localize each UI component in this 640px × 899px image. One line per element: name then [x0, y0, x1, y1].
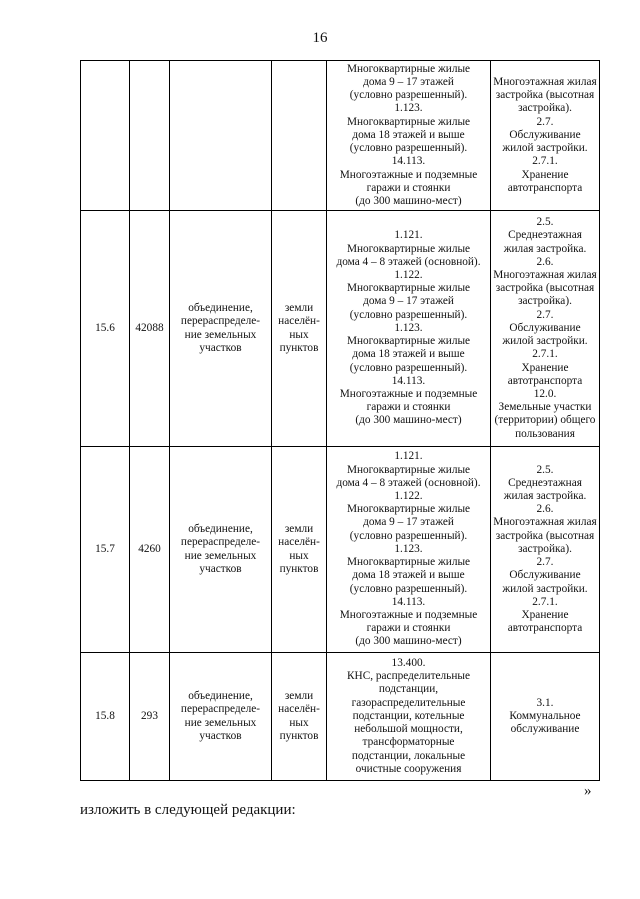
cell-line: Многоквартирные жилые — [346, 503, 471, 516]
permitted-use-cell — [327, 211, 491, 447]
plot-area-cell: 4260 — [130, 447, 170, 653]
cell-line: ние земельных — [184, 716, 257, 729]
cell-line: (условно разрешенный). — [349, 582, 468, 595]
cell-line: пунктов — [279, 562, 319, 575]
cell-line: Многоквартирные жилые — [346, 242, 471, 255]
plot-area-cell: 42088 — [130, 211, 170, 447]
cell-line: дома 18 этажей и выше — [352, 128, 465, 141]
cell-line: Многоквартирные жилые — [346, 62, 471, 75]
cell-line: Многоквартирные жилые — [346, 463, 471, 476]
amendment-text: изложить в следующей редакции: — [80, 802, 296, 818]
cell-line: перераспределе- — [180, 315, 261, 328]
cell-line: 1.122. — [394, 490, 423, 503]
plot-area-cell — [130, 61, 170, 211]
cell-line: ных — [289, 328, 309, 341]
cell-line: подстанции, котельные — [352, 709, 465, 722]
cell-line: 2.5. — [536, 216, 554, 229]
land-category-cell — [272, 211, 327, 447]
cell-line: подстанции, локальные — [351, 749, 466, 762]
cell-line: гаражи и стоянки — [366, 622, 451, 635]
plot-number-cell: 15.7 — [81, 447, 130, 653]
table-row — [81, 447, 600, 653]
cell-line: дома 18 этажей и выше — [352, 569, 465, 582]
cell-line: КНС, распределительные — [347, 670, 470, 683]
cell-line: 3.1. — [536, 696, 554, 709]
cell-line: 2.7. — [536, 556, 554, 569]
permitted-use-cell — [327, 61, 491, 211]
cell-line: (условно разрешенный). — [349, 308, 468, 321]
cell-line: участков — [199, 729, 242, 742]
cell-line: Хранение — [521, 608, 569, 621]
cell-line: объединение, — [188, 302, 253, 315]
cell-line: автотранспорта — [507, 374, 583, 387]
cell-line: 1.123. — [394, 102, 423, 115]
cell-line: участков — [199, 562, 242, 575]
cell-line: ние земельных — [184, 328, 257, 341]
cell-line: перераспределе- — [180, 536, 261, 549]
cell-line: земли — [284, 523, 314, 536]
cell-line: Обслуживание — [509, 569, 581, 582]
page-number: 16 — [312, 30, 328, 46]
land-category-cell — [272, 653, 327, 781]
cell-line: Многоквартирные жилые — [346, 282, 471, 295]
cell-line: Обслуживание — [509, 321, 581, 334]
table-row — [81, 61, 600, 211]
cell-line: застройка (высотная — [495, 89, 595, 102]
cell-line: (условно разрешенный). — [349, 89, 468, 102]
plot-number-cell — [81, 61, 130, 211]
cell-line: 12.0. — [533, 387, 557, 400]
cell-line: Хранение — [521, 168, 569, 181]
cell-line: 2.7.1. — [532, 595, 558, 608]
land-category-cell — [272, 447, 327, 653]
cell-line: жилой застройки. — [502, 335, 588, 348]
cell-line: Многоэтажная жилая — [493, 516, 597, 529]
formation-method-cell — [170, 653, 272, 781]
cell-line: (до 300 машино-мест) — [355, 194, 462, 207]
plot-number-cell: 15.6 — [81, 211, 130, 447]
cell-line: жилой застройки. — [502, 582, 588, 595]
formation-method-cell — [170, 447, 272, 653]
cell-line: Многоэтажные и подземные — [339, 608, 478, 621]
cell-line: (условно разрешенный). — [349, 142, 468, 155]
cell-line: Обслуживание — [509, 128, 581, 141]
cell-line: 2.7. — [536, 308, 554, 321]
table-row — [81, 211, 600, 447]
cell-line: пунктов — [279, 341, 319, 354]
cell-line: 2.6. — [536, 255, 554, 268]
permitted-use-cell — [327, 653, 491, 781]
cell-line: 1.121. — [394, 229, 423, 242]
cell-line: жилая застройка. — [503, 242, 587, 255]
cell-line: 13.400. — [391, 657, 426, 670]
cell-line: очистные сооружения — [355, 762, 462, 775]
cell-line: земли — [284, 690, 314, 703]
cell-line: перераспределе- — [180, 703, 261, 716]
cell-line: застройка (высотная — [495, 282, 595, 295]
cell-line: гаражи и стоянки — [366, 181, 451, 194]
cell-line: подстанции, — [378, 683, 439, 696]
cell-line: Многоквартирные жилые — [346, 335, 471, 348]
cell-line: (условно разрешенный). — [349, 529, 468, 542]
closing-quote: » — [584, 783, 592, 799]
cell-line: Среднеэтажная — [508, 229, 582, 242]
cell-line: дома 9 – 17 этажей — [363, 516, 454, 529]
cell-line: дома 18 этажей и выше — [352, 348, 465, 361]
cell-line: жилой застройки. — [502, 142, 588, 155]
cell-line: ние земельных — [184, 549, 257, 562]
cell-line: автотранспорта — [507, 622, 583, 635]
cell-line: 1.122. — [394, 269, 423, 282]
cell-line: газораспределительные — [351, 696, 466, 709]
cell-line: Среднеэтажная — [508, 476, 582, 489]
cell-line: Хранение — [521, 361, 569, 374]
cell-line: обслуживание — [510, 723, 580, 736]
cell-line: 2.5. — [536, 463, 554, 476]
cell-line: (условно разрешенный). — [349, 361, 468, 374]
cell-line: объединение, — [188, 690, 253, 703]
cell-line: дома 9 – 17 этажей — [363, 295, 454, 308]
use-code-cell — [491, 447, 600, 653]
cell-line: застройка). — [518, 102, 572, 115]
cell-line: пунктов — [279, 729, 319, 742]
land-plots-table — [80, 60, 600, 781]
cell-line: (до 300 машино-мест) — [355, 635, 462, 648]
cell-line: 2.6. — [536, 503, 554, 516]
formation-method-cell — [170, 211, 272, 447]
cell-line: Коммунальное — [509, 709, 581, 722]
cell-line: Многоэтажные и подземные — [339, 168, 478, 181]
cell-line: (до 300 машино-мест) — [355, 414, 462, 427]
cell-line: населён- — [278, 703, 320, 716]
cell-line: 14.113. — [391, 155, 426, 168]
cell-line: 1.121. — [394, 450, 423, 463]
cell-line: пользования — [515, 427, 575, 440]
cell-line: дома 4 – 8 этажей (основной). — [336, 476, 481, 489]
cell-line: застройка). — [518, 542, 572, 555]
cell-line: гаражи и стоянки — [366, 401, 451, 414]
cell-line: 14.113. — [391, 595, 426, 608]
use-code-cell — [491, 653, 600, 781]
cell-line: Многоэтажная жилая — [493, 269, 597, 282]
cell-line: ных — [289, 716, 309, 729]
permitted-use-cell — [327, 447, 491, 653]
cell-line: Многоквартирные жилые — [346, 115, 471, 128]
cell-line: 1.123. — [394, 321, 423, 334]
cell-line: (территории) общего — [494, 414, 596, 427]
cell-line: застройка (высотная — [495, 529, 595, 542]
formation-method-cell — [170, 61, 272, 211]
cell-line: дома 4 – 8 этажей (основной). — [336, 255, 481, 268]
plot-number-cell: 15.8 — [81, 653, 130, 781]
table-row — [81, 653, 600, 781]
cell-line: Многоэтажная жилая — [493, 76, 597, 89]
cell-line: Многоквартирные жилые — [346, 556, 471, 569]
cell-line: населён- — [278, 315, 320, 328]
land-category-cell — [272, 61, 327, 211]
cell-line: 1.123. — [394, 542, 423, 555]
plot-area-cell: 293 — [130, 653, 170, 781]
cell-line: 2.7.1. — [532, 155, 558, 168]
cell-line: застройка). — [518, 295, 572, 308]
cell-line: жилая застройка. — [503, 490, 587, 503]
cell-line: Многоэтажные и подземные — [339, 387, 478, 400]
use-code-cell — [491, 211, 600, 447]
cell-line: автотранспорта — [507, 181, 583, 194]
cell-line: объединение, — [188, 523, 253, 536]
cell-line: земли — [284, 302, 314, 315]
cell-line: 2.7.1. — [532, 348, 558, 361]
use-code-cell — [491, 61, 600, 211]
cell-line: Земельные участки — [498, 401, 592, 414]
cell-line: участков — [199, 341, 242, 354]
cell-line: ных — [289, 549, 309, 562]
cell-line: 14.113. — [391, 374, 426, 387]
cell-line: небольшой мощности, — [354, 723, 463, 736]
cell-line: 2.7. — [536, 115, 554, 128]
cell-line: населён- — [278, 536, 320, 549]
cell-line: дома 9 – 17 этажей — [363, 76, 454, 89]
cell-line: трансформаторные — [362, 736, 455, 749]
